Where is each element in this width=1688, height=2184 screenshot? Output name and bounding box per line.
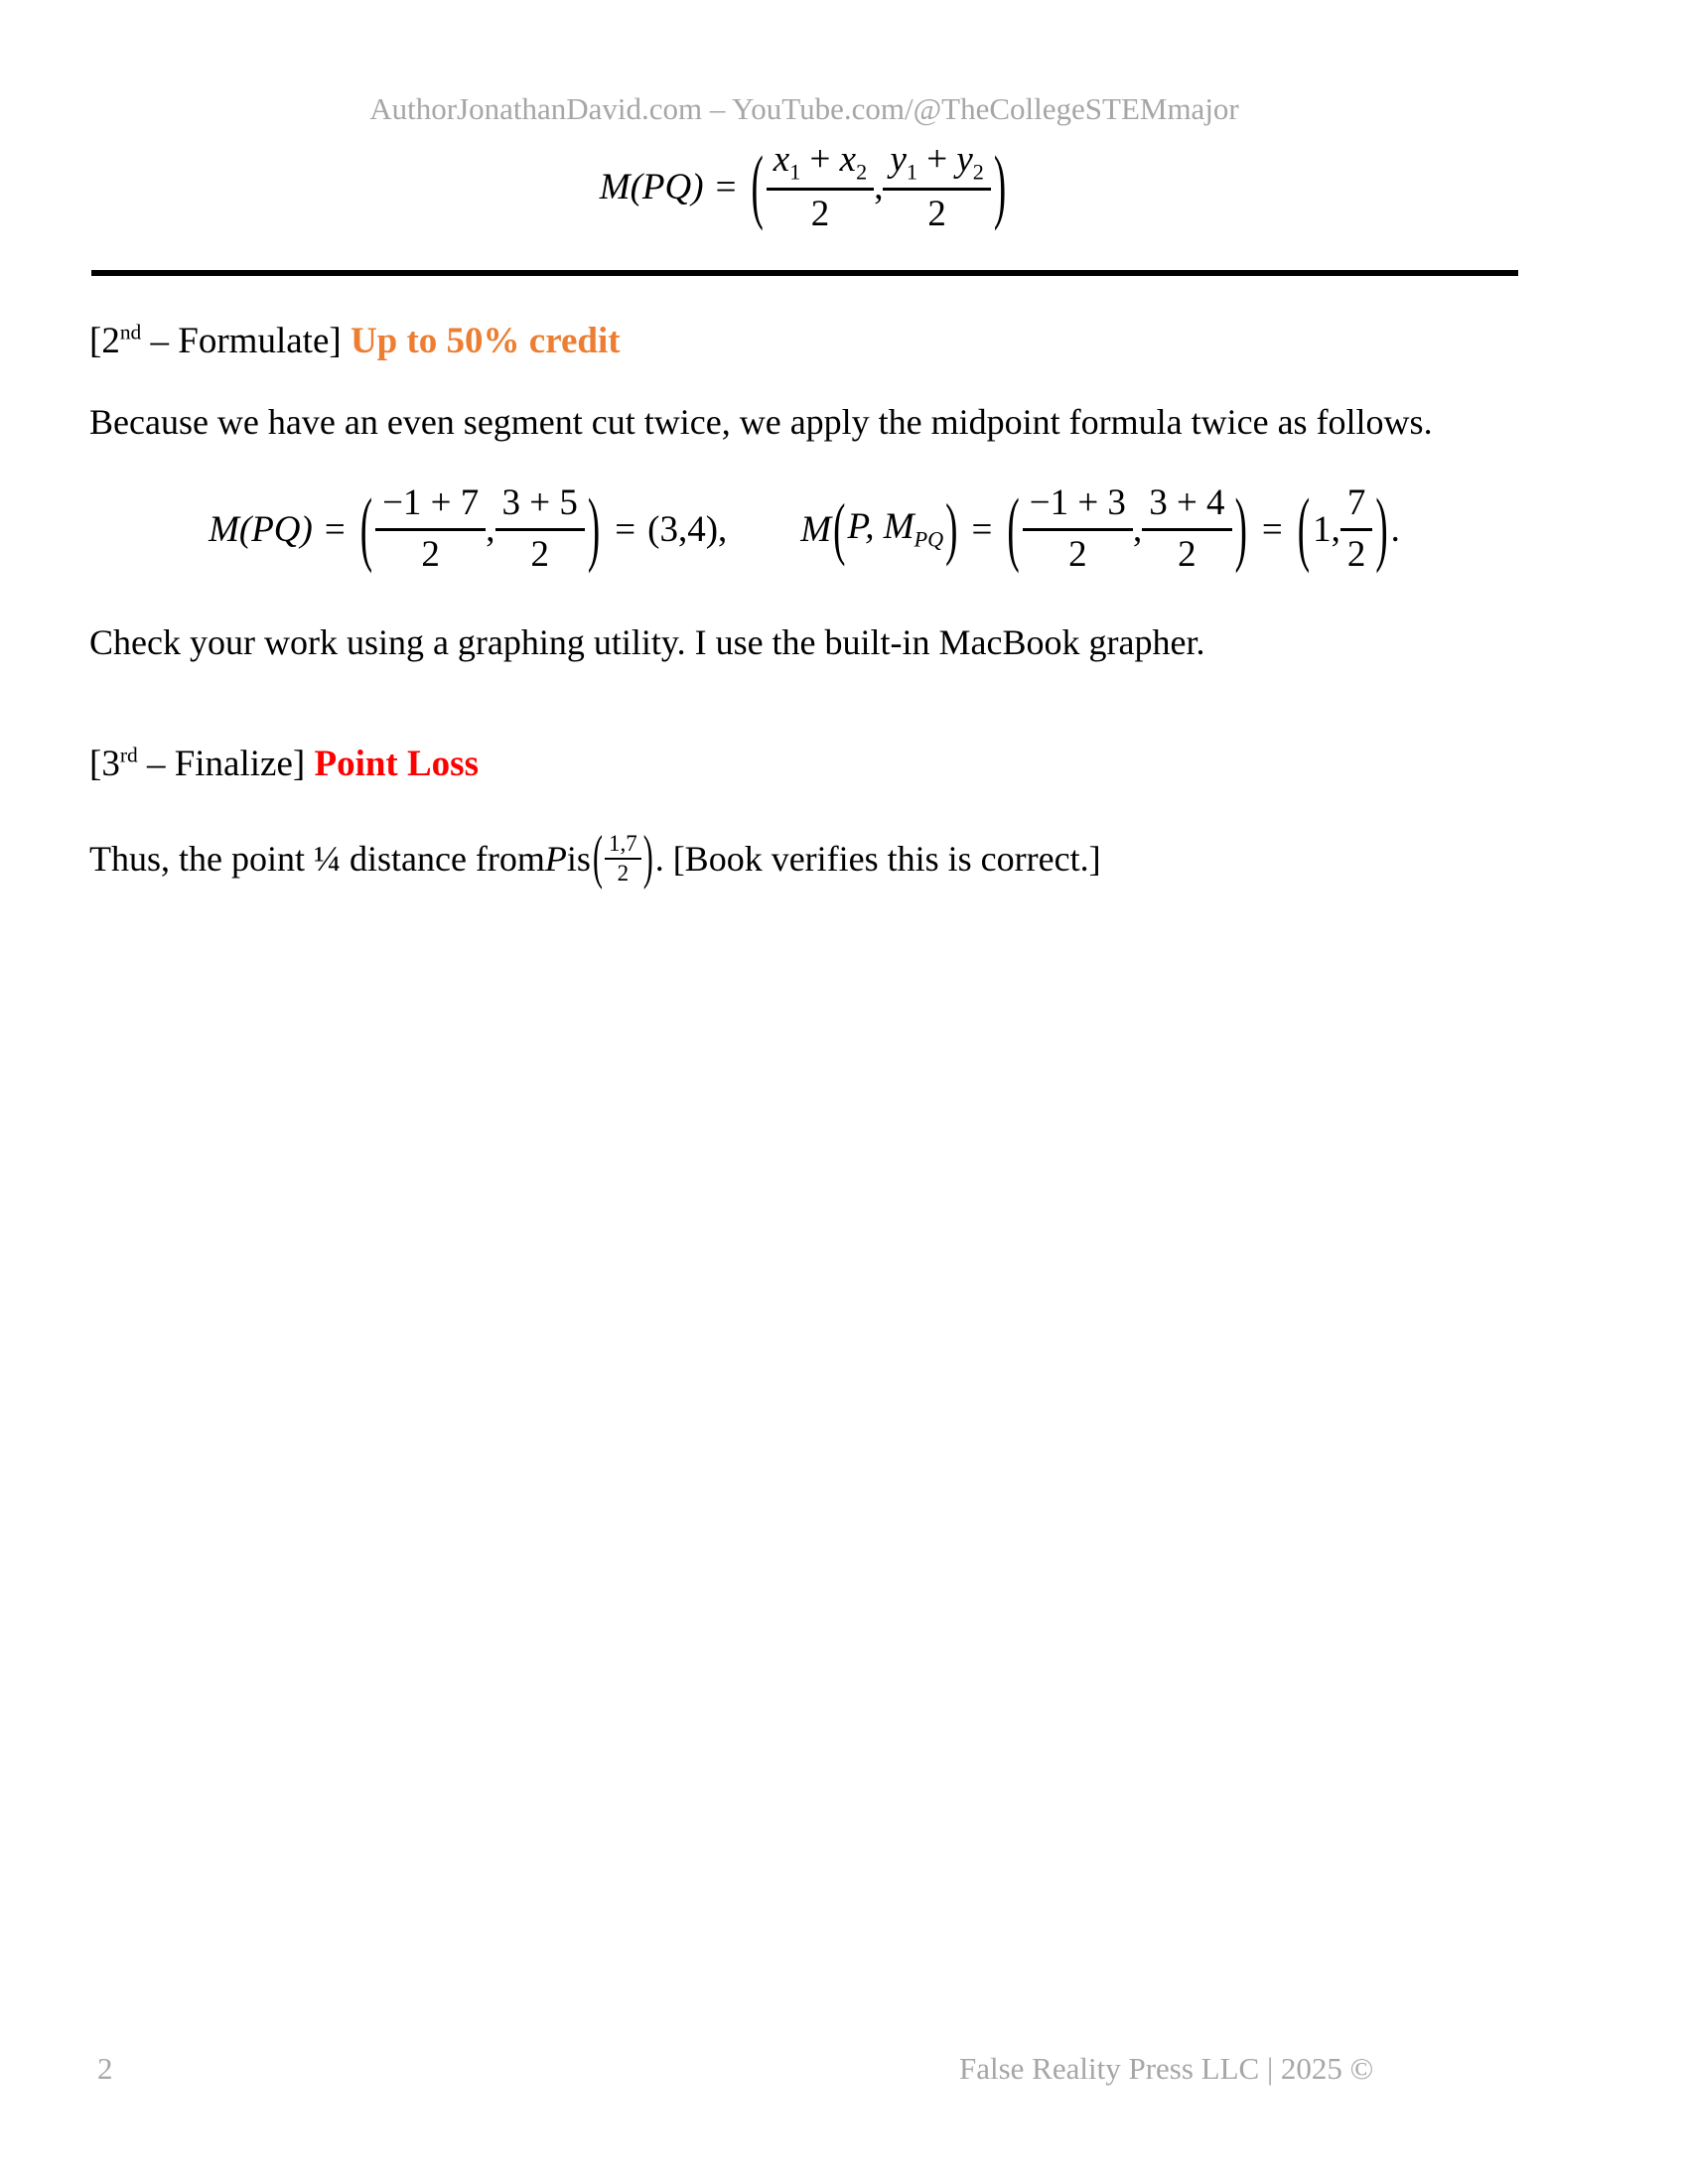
- section2-bracket: [2nd – Formulate]: [89, 320, 351, 361]
- equals-sign: =: [971, 508, 993, 550]
- close-paren: ): [1375, 482, 1388, 576]
- equals-sign: =: [715, 167, 737, 208]
- open-paren: (: [833, 490, 846, 568]
- conclusion-paragraph: [89, 825, 1519, 891]
- open-paren: (: [1297, 482, 1311, 576]
- period: .: [1390, 508, 1400, 550]
- conclusion-text-post: . [Book verifies this is correct.]: [654, 839, 1101, 880]
- equals-sign: =: [1261, 508, 1283, 550]
- eq2-result-first: 1,: [1313, 508, 1340, 550]
- section2-credit-label: Up to 50% credit: [350, 321, 621, 361]
- equals-sign: =: [615, 508, 636, 550]
- fraction-y-denominator: 2: [927, 193, 946, 234]
- section3-heading: [89, 743, 1519, 785]
- section3-point-loss-label: Point Loss: [314, 744, 479, 784]
- fraction-y-numerator: $y_1 + y_2$: [883, 139, 990, 191]
- worked-equations-block: [89, 482, 1519, 576]
- conclusion-text-mid: is: [566, 839, 591, 880]
- section-divider-rule: [91, 270, 1518, 276]
- page-number: 2: [97, 2051, 113, 2086]
- close-paren: ): [587, 482, 601, 576]
- eq1-fraction-1: $\frac{-1 + 7}{2}$: [375, 482, 486, 576]
- equals-sign: =: [324, 508, 346, 550]
- ordinal-superscript: nd: [119, 320, 142, 344]
- eq2-fraction-1: $\frac{-1 + 3}{2}$: [1023, 482, 1133, 576]
- section2-heading: [89, 320, 1519, 362]
- fraction-x-denominator: 2: [810, 193, 830, 234]
- explanation-paragraph: Because we have an even segment cut twice, we apply the midpoint formula twice as follows.: [89, 402, 1433, 442]
- conclusion-fraction: $\frac{1,7}{2}$: [605, 832, 641, 886]
- open-paren: (: [751, 141, 764, 233]
- eq2-fraction-2: $\frac{3 + 4}{2}$: [1142, 482, 1231, 576]
- formula-lhs: M(PQ): [599, 167, 704, 208]
- equation-1: [209, 482, 727, 576]
- footer-publisher: False Reality Press LLC | 2025 ©: [959, 2051, 1374, 2086]
- eq2-subscript: PQ: [914, 526, 944, 552]
- check-work-paragraph: Check your work using a graphing utility. I use the built-in MacBook grapher.: [89, 622, 1205, 662]
- comma: ,: [486, 508, 495, 550]
- fraction-x: [767, 139, 874, 235]
- open-paren: (: [592, 825, 603, 891]
- header-text: AuthorJonathanDavid.com – YouTube.com/@TheCollegeSTEMmajor: [369, 91, 1239, 126]
- close-paren: ): [993, 141, 1007, 233]
- close-paren: ): [945, 490, 958, 568]
- close-paren: ): [1234, 482, 1247, 576]
- open-paren: (: [1007, 482, 1020, 576]
- page-header: [89, 91, 1519, 127]
- fraction-x-numerator: $x_1 + x_2$: [767, 139, 874, 191]
- midpoint-formula-block: [89, 139, 1519, 235]
- open-paren: (: [359, 482, 373, 576]
- conclusion-text-pre: Thus, the point ¼ distance from: [89, 839, 545, 880]
- close-paren: ): [642, 825, 653, 891]
- eq2-result-fraction: $\frac{7}{2}$: [1340, 482, 1373, 576]
- variable-P: P: [544, 839, 567, 880]
- eq2-lhs-args: P, $M_{PQ}$: [847, 506, 944, 552]
- midpoint-formula-equation: [600, 139, 1009, 235]
- eq1-result: (3,4),: [647, 508, 728, 550]
- comma: ,: [874, 167, 884, 208]
- ordinal-superscript: rd: [119, 743, 138, 767]
- equation-2: [800, 482, 1400, 576]
- eq2-lhs-M: M: [800, 508, 832, 550]
- comma: ,: [1132, 508, 1143, 550]
- fraction-y: [883, 139, 990, 235]
- section3-bracket: [3rd – Finalize]: [89, 743, 315, 784]
- eq1-lhs: M(PQ): [209, 508, 313, 550]
- eq1-fraction-2: $\frac{3 + 5}{2}$: [495, 482, 585, 576]
